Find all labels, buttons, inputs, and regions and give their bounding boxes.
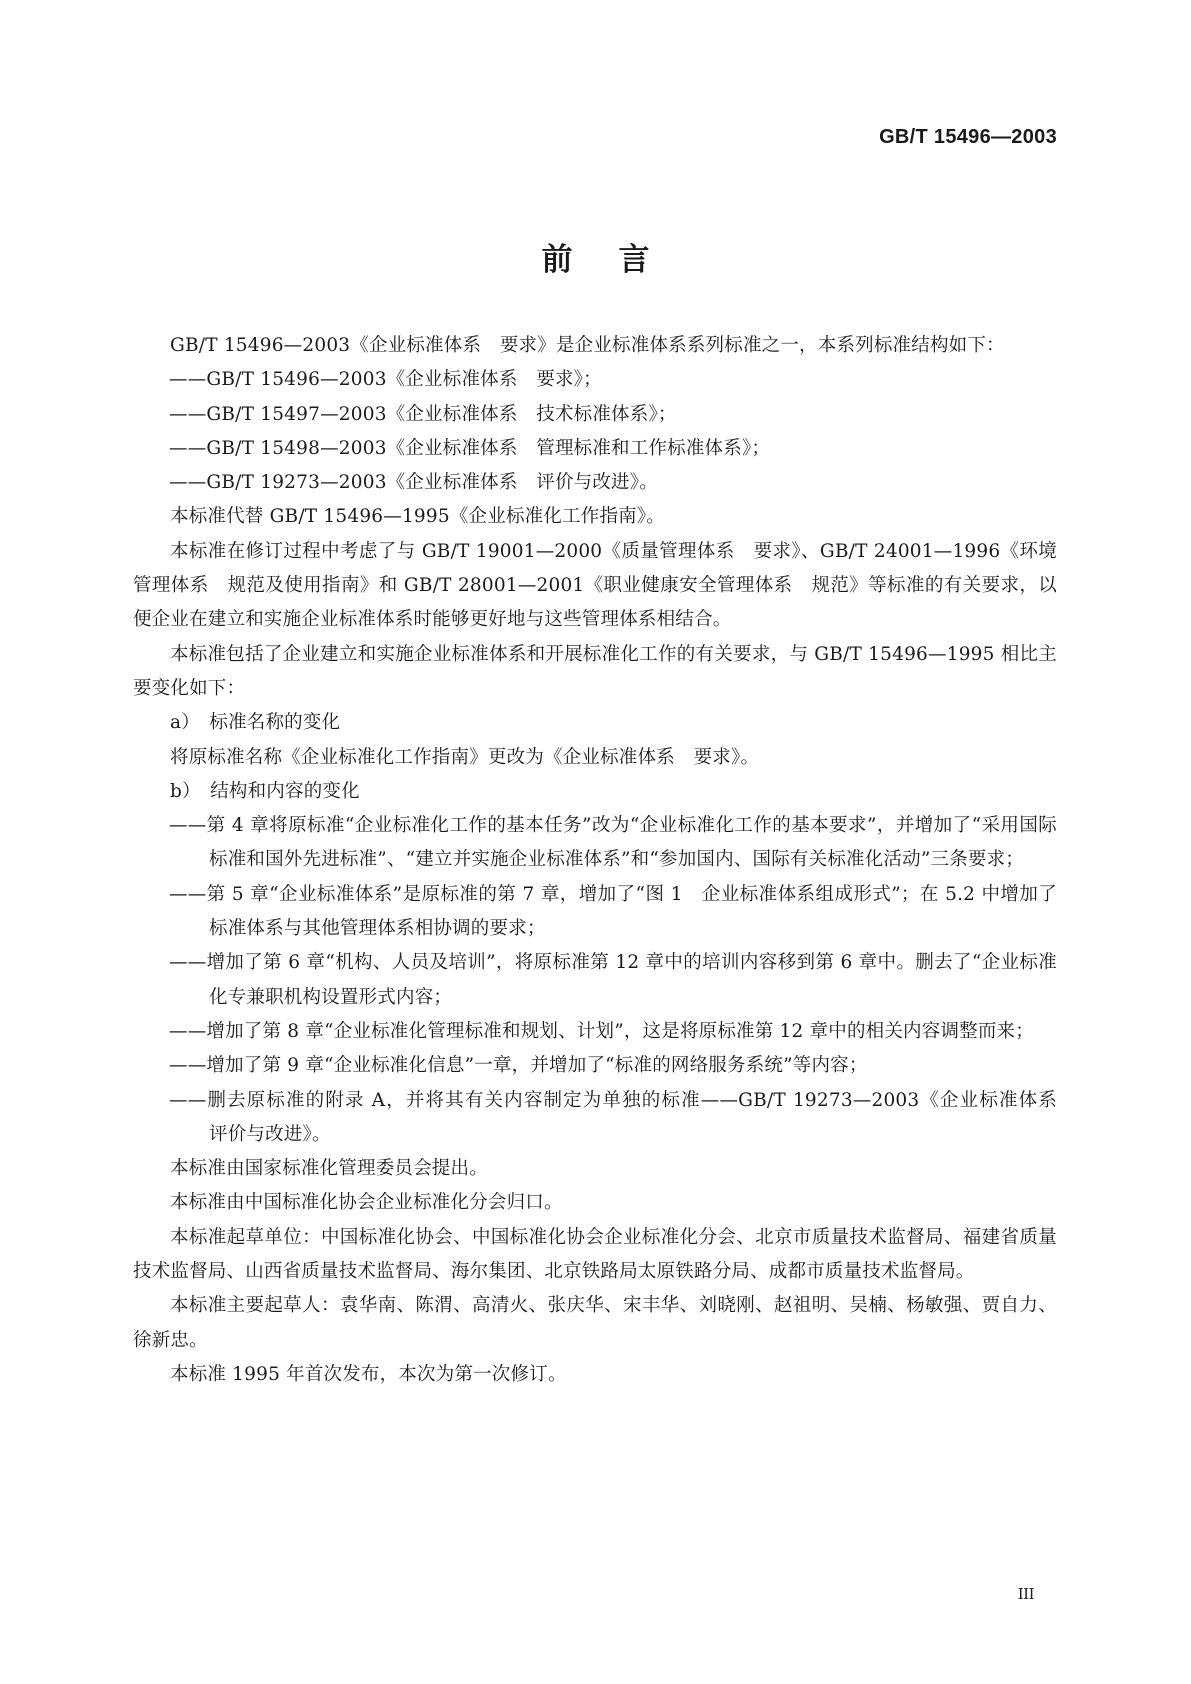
- paragraph-name-change: 将原标准名称《企业标准化工作指南》更改为《企业标准体系 要求》。: [170, 746, 760, 768]
- change-detail: ——增加了第 6 章“机构、人员及培训”，将原标准第 12 章中的培训内容移到第 6 章中。删去了“企业标准化专兼职机构设置形式内容；: [169, 952, 1057, 1008]
- paragraph-changes: 本标准包括了企业建立和实施企业标准体系和开展标准化工作的有关要求，与 GB/T 15496—1995 相比主要变化如下：: [133, 643, 1057, 699]
- change-item-a: a） 标准名称的变化: [170, 712, 341, 734]
- series-item: ——GB/T 19273—2003《企业标准体系 评价与改进》。: [169, 472, 658, 494]
- paragraph-drafting-units: 本标准起草单位：中国标准化协会、中国标准化协会企业标准化分会、北京市质量技术监督局、福建省质量技术监督局、山西省质量技术监督局、海尔集团、北京铁路局太原铁路分局、成都市质量技术监督局。: [133, 1226, 1057, 1283]
- paragraph-intro: GB/T 15496—2003《企业标准体系 要求》是企业标准体系系列标准之一，本系列标准结构如下：: [170, 335, 1005, 356]
- standard-code: GB/T 15496—2003: [879, 126, 1057, 148]
- paragraph-drafters: 本标准主要起草人：袁华南、陈渭、高清火、张庆华、宋丰华、刘晓刚、赵祖明、吴楠、杨敏强、贾自力、徐新忠。: [133, 1295, 1057, 1351]
- change-detail: ——删去原标准的附录 A，并将其有关内容制定为单独的标准——GB/T 19273—2003《企业标准体系 评价与改进》。: [169, 1089, 1076, 1145]
- page-title: 前言: [541, 242, 696, 278]
- paragraph-history: 本标准 1995 年首次发布，本次为第一次修订。: [170, 1363, 567, 1385]
- series-item: ——GB/T 15497—2003《企业标准体系 技术标准体系》；: [169, 403, 677, 425]
- change-item-b: b） 结构和内容的变化: [170, 780, 360, 802]
- series-item: ——GB/T 15498—2003《企业标准体系 管理标准和工作标准体系》；: [169, 437, 771, 459]
- change-detail: ——第 5 章“企业标准体系”是原标准的第 7 章，增加了“图 1 企业标准体系组成形式”；在 5.2 中增加了标准体系与其他管理体系相协调的要求；: [169, 883, 1057, 940]
- foreword-body: [133, 329, 1076, 1392]
- paragraph-proposer: 本标准由国家标准化管理委员会提出。: [170, 1158, 488, 1180]
- change-detail: ——增加了第 8 章“企业标准化管理标准和规划、计划”，这是将原标准第 12 章中的相关内容调整而来；: [169, 1020, 1034, 1042]
- change-detail: ——第 4 章将原标准“企业标准化工作的基本任务”改为“企业标准化工作的基本要求”，并增加了“采用国际标准和国外先进标准”、“建立并实施企业标准体系”和“参加国内、国际有关标准化活动”三条要求；: [169, 815, 1057, 871]
- series-item: ——GB/T 15496—2003《企业标准体系 要求》；: [169, 369, 602, 391]
- change-detail: ——增加了第 9 章“企业标准化信息”一章，并增加了“标准的网络服务系统”等内容；: [169, 1055, 868, 1077]
- paragraph-replaces: 本标准代替 GB/T 15496—1995《企业标准化工作指南》。: [170, 506, 665, 528]
- paragraph-revision: 本标准在修订过程中考虑了与 GB/T 19001—2000《质量管理体系 要求》、GB/T 24001—1996《环境管理体系 规范及使用指南》和 GB/T 28001—2001《职业健康安全管理体系 规范》等标准的有关要求，以便企业在建立和实施企业标准体系时能够更好地与这些管理体系相结合。: [133, 540, 1057, 631]
- page-number: III: [1017, 1585, 1034, 1603]
- paragraph-centralized: 本标准由中国标准化协会企业标准化分会归口。: [170, 1192, 563, 1214]
